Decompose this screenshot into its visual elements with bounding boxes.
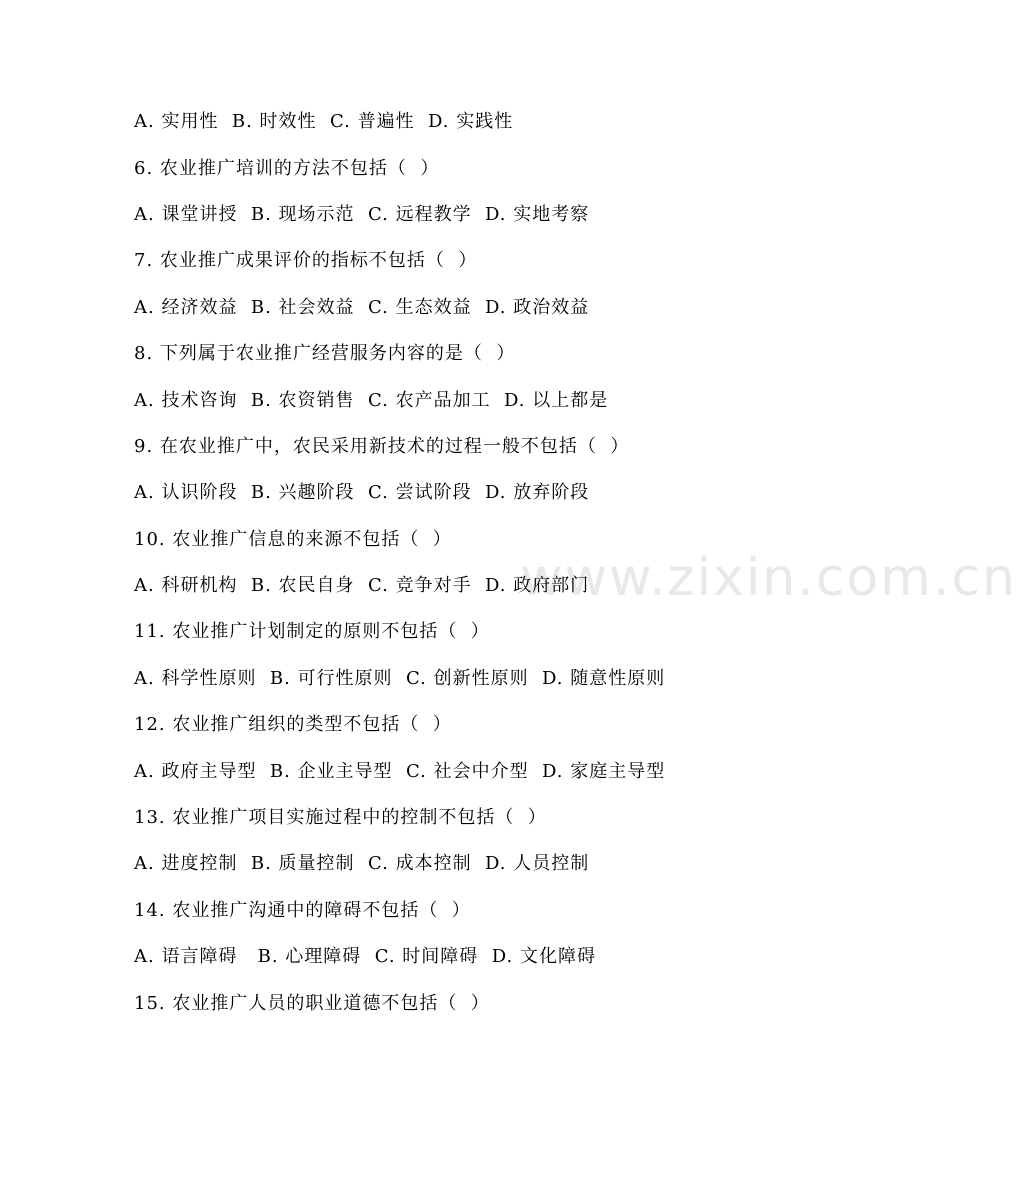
options-line-5: A. 实用性 B. 时效性 C. 普遍性 D. 实践性	[134, 111, 514, 132]
options-line-10: A. 科研机构 B. 农民自身 C. 竞争对手 D. 政府部门	[134, 575, 590, 596]
options-line-14: A. 语言障碍 B. 心理障碍 C. 时间障碍 D. 文化障碍	[134, 946, 596, 967]
question-10: 10. 农业推广信息的来源不包括（ ）	[134, 529, 452, 550]
question-8: 8. 下列属于农业推广经营服务内容的是（ ）	[134, 343, 516, 364]
options-line-8: A. 技术咨询 B. 农资销售 C. 农产品加工 D. 以上都是	[134, 390, 609, 411]
options-line-6: A. 课堂讲授 B. 现场示范 C. 远程教学 D. 实地考察	[134, 204, 590, 225]
question-14: 14. 农业推广沟通中的障碍不包括（ ）	[134, 900, 471, 921]
question-15: 15. 农业推广人员的职业道德不包括（ ）	[134, 993, 490, 1014]
options-line-13: A. 进度控制 B. 质量控制 C. 成本控制 D. 人员控制	[134, 853, 590, 874]
watermark: www.zixin.com.cn	[520, 548, 1017, 608]
question-7: 7. 农业推广成果评价的指标不包括（ ）	[134, 250, 478, 271]
options-line-7: A. 经济效益 B. 社会效益 C. 生态效益 D. 政治效益	[134, 297, 590, 318]
options-line-12: A. 政府主导型 B. 企业主导型 C. 社会中介型 D. 家庭主导型	[134, 761, 666, 782]
question-6: 6. 农业推广培训的方法不包括（ ）	[134, 158, 440, 179]
question-12: 12. 农业推广组织的类型不包括（ ）	[134, 714, 452, 735]
question-11: 11. 农业推广计划制定的原则不包括（ ）	[134, 621, 490, 642]
question-13: 13. 农业推广项目实施过程中的控制不包括（ ）	[134, 807, 547, 828]
question-9: 9. 在农业推广中，农民采用新技术的过程一般不包括（ ）	[134, 436, 630, 457]
options-line-11: A. 科学性原则 B. 可行性原则 C. 创新性原则 D. 随意性原则	[134, 668, 666, 689]
options-line-9: A. 认识阶段 B. 兴趣阶段 C. 尝试阶段 D. 放弃阶段	[134, 482, 590, 503]
